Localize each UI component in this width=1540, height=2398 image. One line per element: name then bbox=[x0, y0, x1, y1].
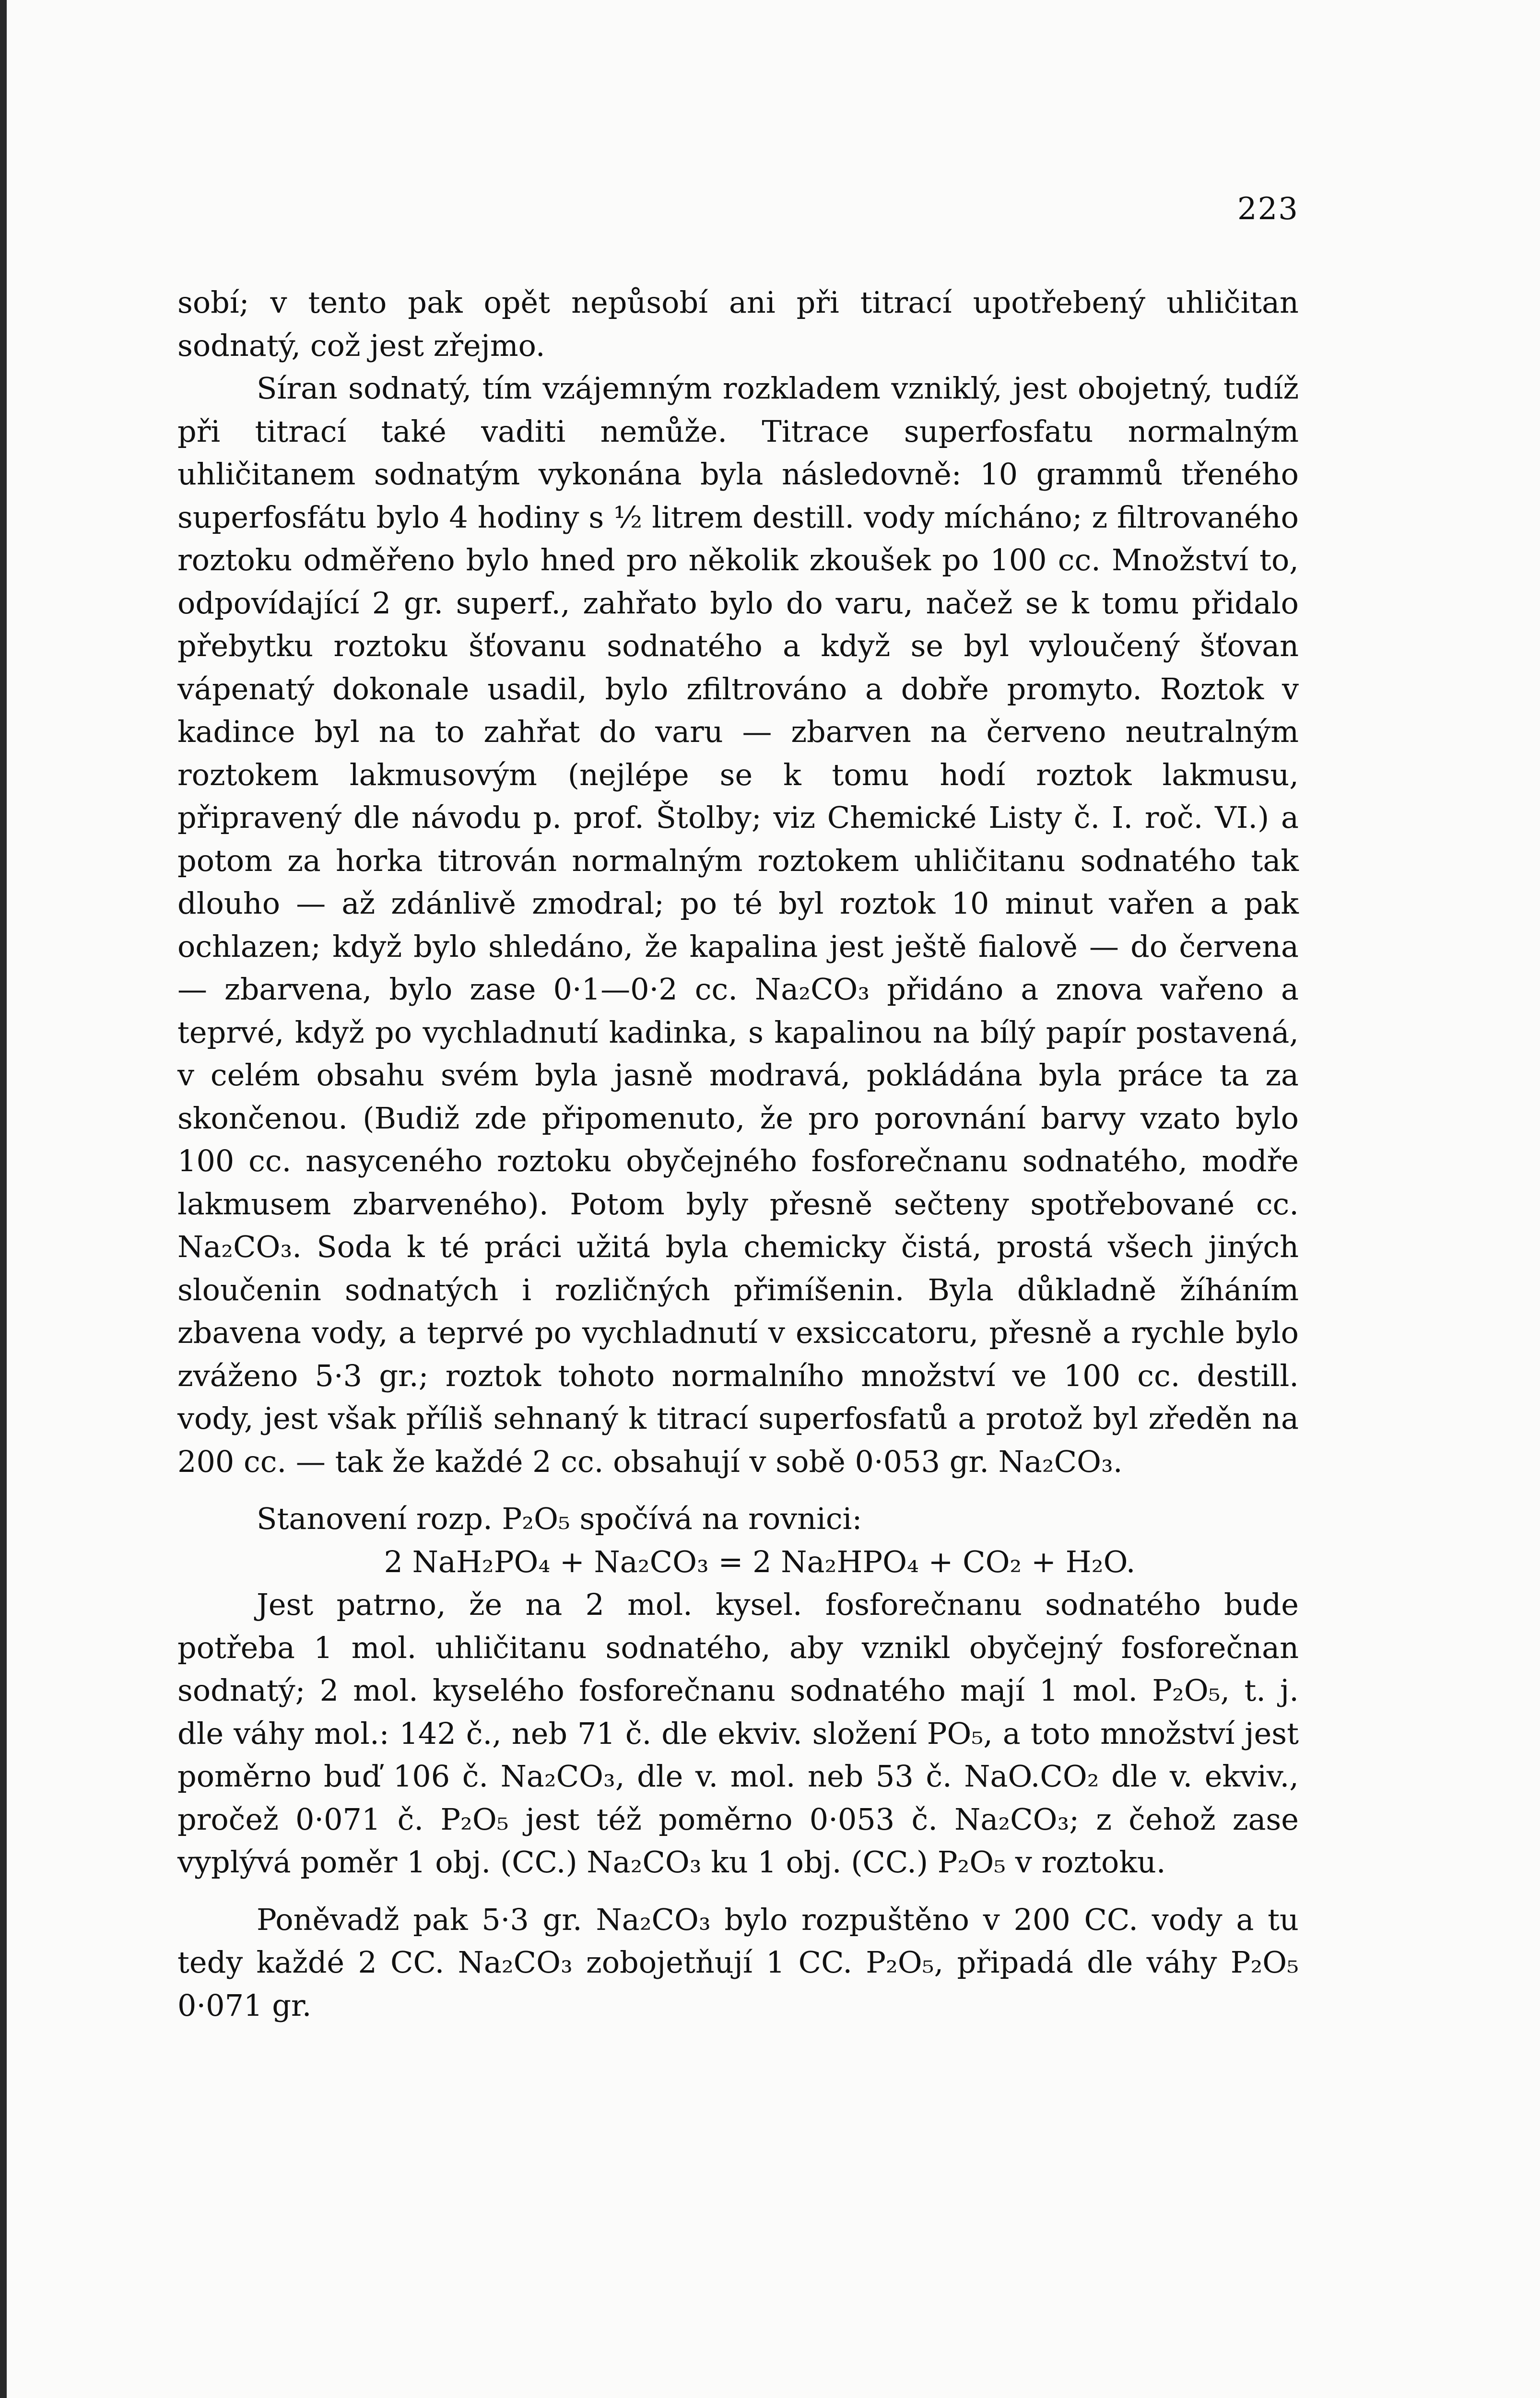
body-text bbox=[177, 281, 1299, 2027]
chemical-equation: 2 NaH₂PO₄ + Na₂CO₃ = 2 Na₂HPO₄ + CO₂ + H₂O. bbox=[384, 1544, 1136, 1579]
paragraph-stoichiometry: Jest patrno, že na 2 mol. kysel. fosforečnanu sodnatého bude potřeba 1 mol. uhličitanu sodnatého, aby vznikl obyčejný fosforečnan sodnatý; 2 mol. kyselého fosforečnanu sodnatého mají 1 mol. P₂O₅, t. j. dle váhy mol.: 142 č., neb 71 č. dle ekviv. složení PO₅, a toto množství jest poměrno buď 106 č. Na₂CO₃, dle v. mol. neb 53 č. NaO.CO₂ dle v. ekviv., pročež 0·071 č. P₂O₅ jest též poměrno 0·053 č. Na₂CO₃; z čehož zase vyplývá poměr 1 obj. (CC.) Na₂CO₃ ku 1 obj. (CC.) P₂O₅ v roztoku. bbox=[177, 1587, 1299, 1880]
paragraph-continuation: sobí; v tento pak opět nepůsobí ani při titrací upotřebený uhličitan sodnatý, což jest zřejmo. bbox=[177, 285, 1299, 363]
paragraph-titration-method: Síran sodnatý, tím vzájemným rozkladem vzniklý, jest obojetný, tudíž při titrací také vaditi nemůže. Titrace superfosfatu normalným uhličitanem sodnatým vykonána byla následovně: 10 grammů třeného superfosfátu bylo 4 hodiny s ½ litrem destill. vody mícháno; z filtrovaného roztoku odměřeno bylo hned pro několik zkoušek po 100 cc. Množství to, odpovídající 2 gr. superf., zahřato bylo do varu, načež se k tomu přidalo přebytku roztoku šťovanu sodnatého a když se byl vyloučený šťovan vápenatý dokonale usadil, bylo zfiltrováno a dobře promyto. Roztok v kadince byl na to zahřat do varu — zbarven na červeno neutralným roztokem lakmusovým (nejlépe se k tomu hodí roztok lakmusu, připravený dle návodu p. prof. Štolby; viz Chemické Listy č. I. roč. VI.) a potom za horka titrován normalným roztokem uhličitanu sodnatého tak dlouho — až zdánlivě zmodral; po té byl roztok 10 minut vařen a pak ochlazen; když bylo shledáno, že kapalina jest ještě fialově — do červena — zbarvena, bylo zase 0·1—0·2 cc. Na₂CO₃ přidáno a znova vařeno a teprvé, když po vychladnutí kadinka, s kapalinou na bílý papír postavená, v celém obsahu svém byla jasně modravá, pokládána byla práce ta za skončenou. (Budiž zde připomenuto, že pro porovnání barvy vzato bylo 100 cc. nasyceného roztoku obyčejného fosforečnanu sodnatého, modře lakmusem zbarveného). Potom byly přesně sečteny spotřebované cc. Na₂CO₃. Soda k té práci užitá byla chemicky čistá, prostá všech jiných sloučenin sodnatých i rozličných přimíšenin. Byla důkladně žíháním zbavena vody, a teprvé po vychladnutí v exsiccatoru, přesně a rychle bylo zváženo 5·3 gr.; roztok tohoto normalního množství ve 100 cc. destill. vody, jest však příliš sehnaný k titrací superfosfatů a protož byl zředěn na 200 cc. — tak že každé 2 cc. obsahují v sobě 0·053 gr. Na₂CO₃. bbox=[177, 371, 1299, 1479]
paragraph-equation-intro: Stanovení rozp. P₂O₅ spočívá na rovnici: bbox=[257, 1501, 862, 1536]
scan-edge bbox=[0, 0, 7, 2398]
page-number: 223 bbox=[1237, 191, 1299, 227]
paragraph-conclusion: Poněvadž pak 5·3 gr. Na₂CO₃ bylo rozpuštěno v 200 CC. vody a tu tedy každé 2 CC. Na₂CO₃ zobojetňují 1 CC. P₂O₅, připadá dle váhy P₂O₅ 0·071 gr. bbox=[177, 1902, 1299, 2023]
